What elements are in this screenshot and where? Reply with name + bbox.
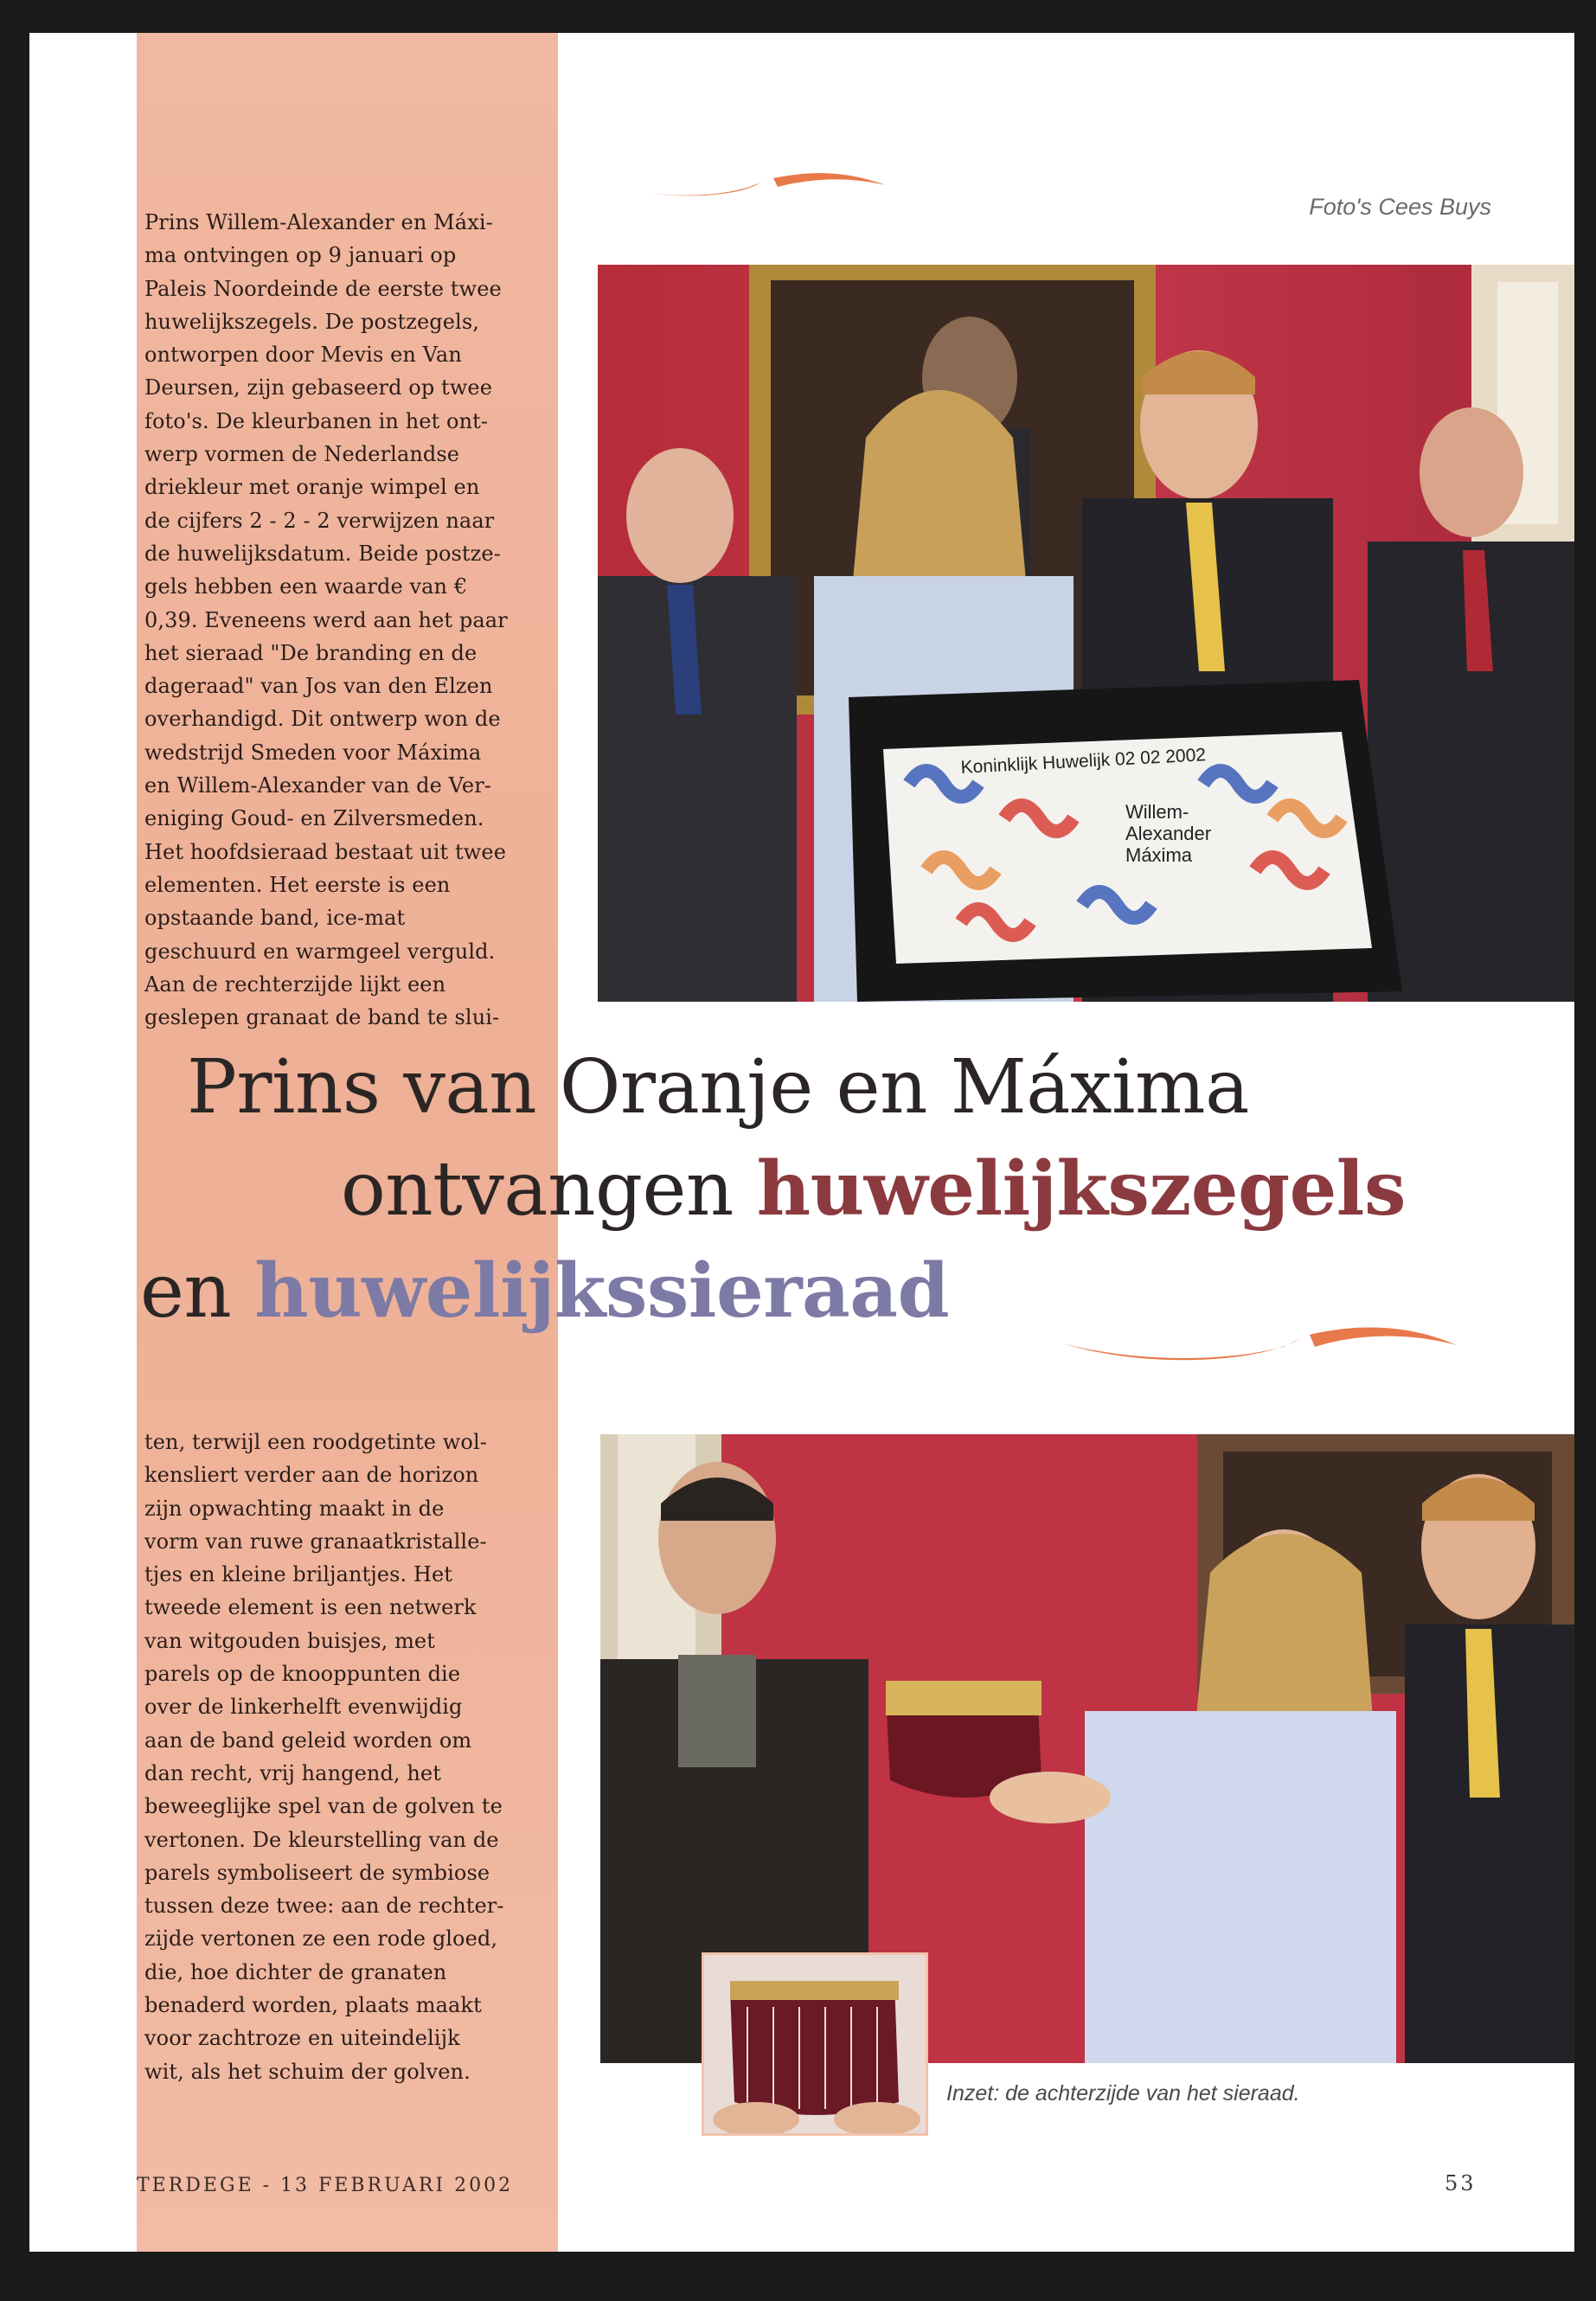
- headline-line-1: Prins van Oranje en Máxima: [187, 1044, 1249, 1131]
- footer-publication: TERDEGE - 13 FEBRUARI 2002: [137, 2175, 514, 2196]
- headline-line-2-accent: huwelijkszegels: [756, 1145, 1406, 1233]
- photo-couple-with-stamps: [598, 265, 1574, 1002]
- headline-line-2: [341, 1138, 1406, 1240]
- page-number: 53: [1445, 2171, 1477, 2195]
- photo-credit: Foto's Cees Buys: [1309, 194, 1491, 220]
- headline-line-3-plain: en: [140, 1248, 255, 1335]
- inset-caption: Inzet: de achterzijde van het sieraad.: [946, 2081, 1300, 2106]
- orange-swoosh-headline: [1059, 1309, 1465, 1387]
- inset-photo-jewel-back: [702, 1952, 928, 2136]
- headline-line-2-plain: ontvangen: [341, 1146, 757, 1233]
- stamp-name-line-3: Máxima: [1125, 844, 1193, 866]
- orange-swoosh-top: [626, 163, 903, 215]
- stamp-name-line-2: Alexander: [1125, 823, 1212, 844]
- headline-line-3: [140, 1240, 949, 1343]
- stamp-title-text: Koninklijk Huwelijk 02 02 2002: [960, 745, 1207, 778]
- magazine-page: [29, 33, 1574, 2252]
- body-text-column-2: ten, terwijl een roodgetinte wol- kensliert verder aan de horizon zijn opwachting maakt in de vorm van ruwe granaatkristalle- tjes en kleine briljantjes. Het tweede element is een netwerk van witgouden buisjes, met parels op de knooppunten die over de linkerhelft evenwijdig aan de band geleid worden om dan recht, vrij hangend, het beweeglijke spel van de golven te vertonen. De kleurstelling van de parels symboliseert de symbiose tussen deze twee: aan de rechter- zijde vertonen ze een rode gloed, die, hoe dichter de granaten benaderd worden, plaats maakt voor zachtroze en uiteindelijk wit, als het schuim der golven.: [144, 1430, 504, 2084]
- body-text-column-1: Prins Willem-Alexander en Máxi- ma ontvingen op 9 januari op Paleis Noordeinde de eerste twee huwelijkszegels. De postzegels, ontworpen door Mevis en Van Deursen, zijn gebaseerd op twee foto's. De kleurbanen in het ont- werp vormen de Nederlandse driekleur met oranje wimpel en de cijfers 2 - 2 - 2 verwijzen naar de huwelijksdatum. Beide postze- gels hebben een waarde van € 0,39. Eveneens werd aan het paar het sieraad "De branding en de dageraad" van Jos van den Elzen overhandigd. Dit ontwerp won de wedstrijd Smeden voor Máxima en Willem-Alexander van de Ver- eniging Goud- en Zilversmeden. Het hoofdsieraad bestaat uit twee elementen. Het eerste is een opstaande band, ice-mat geschuurd en warmgeel verguld. Aan de rechterzijde lijkt een geslepen granaat de band te slui-: [144, 210, 508, 1030]
- headline-line-3-accent: huwelijkssieraad: [254, 1247, 950, 1335]
- stamp-name-line-1: Willem-: [1125, 801, 1189, 823]
